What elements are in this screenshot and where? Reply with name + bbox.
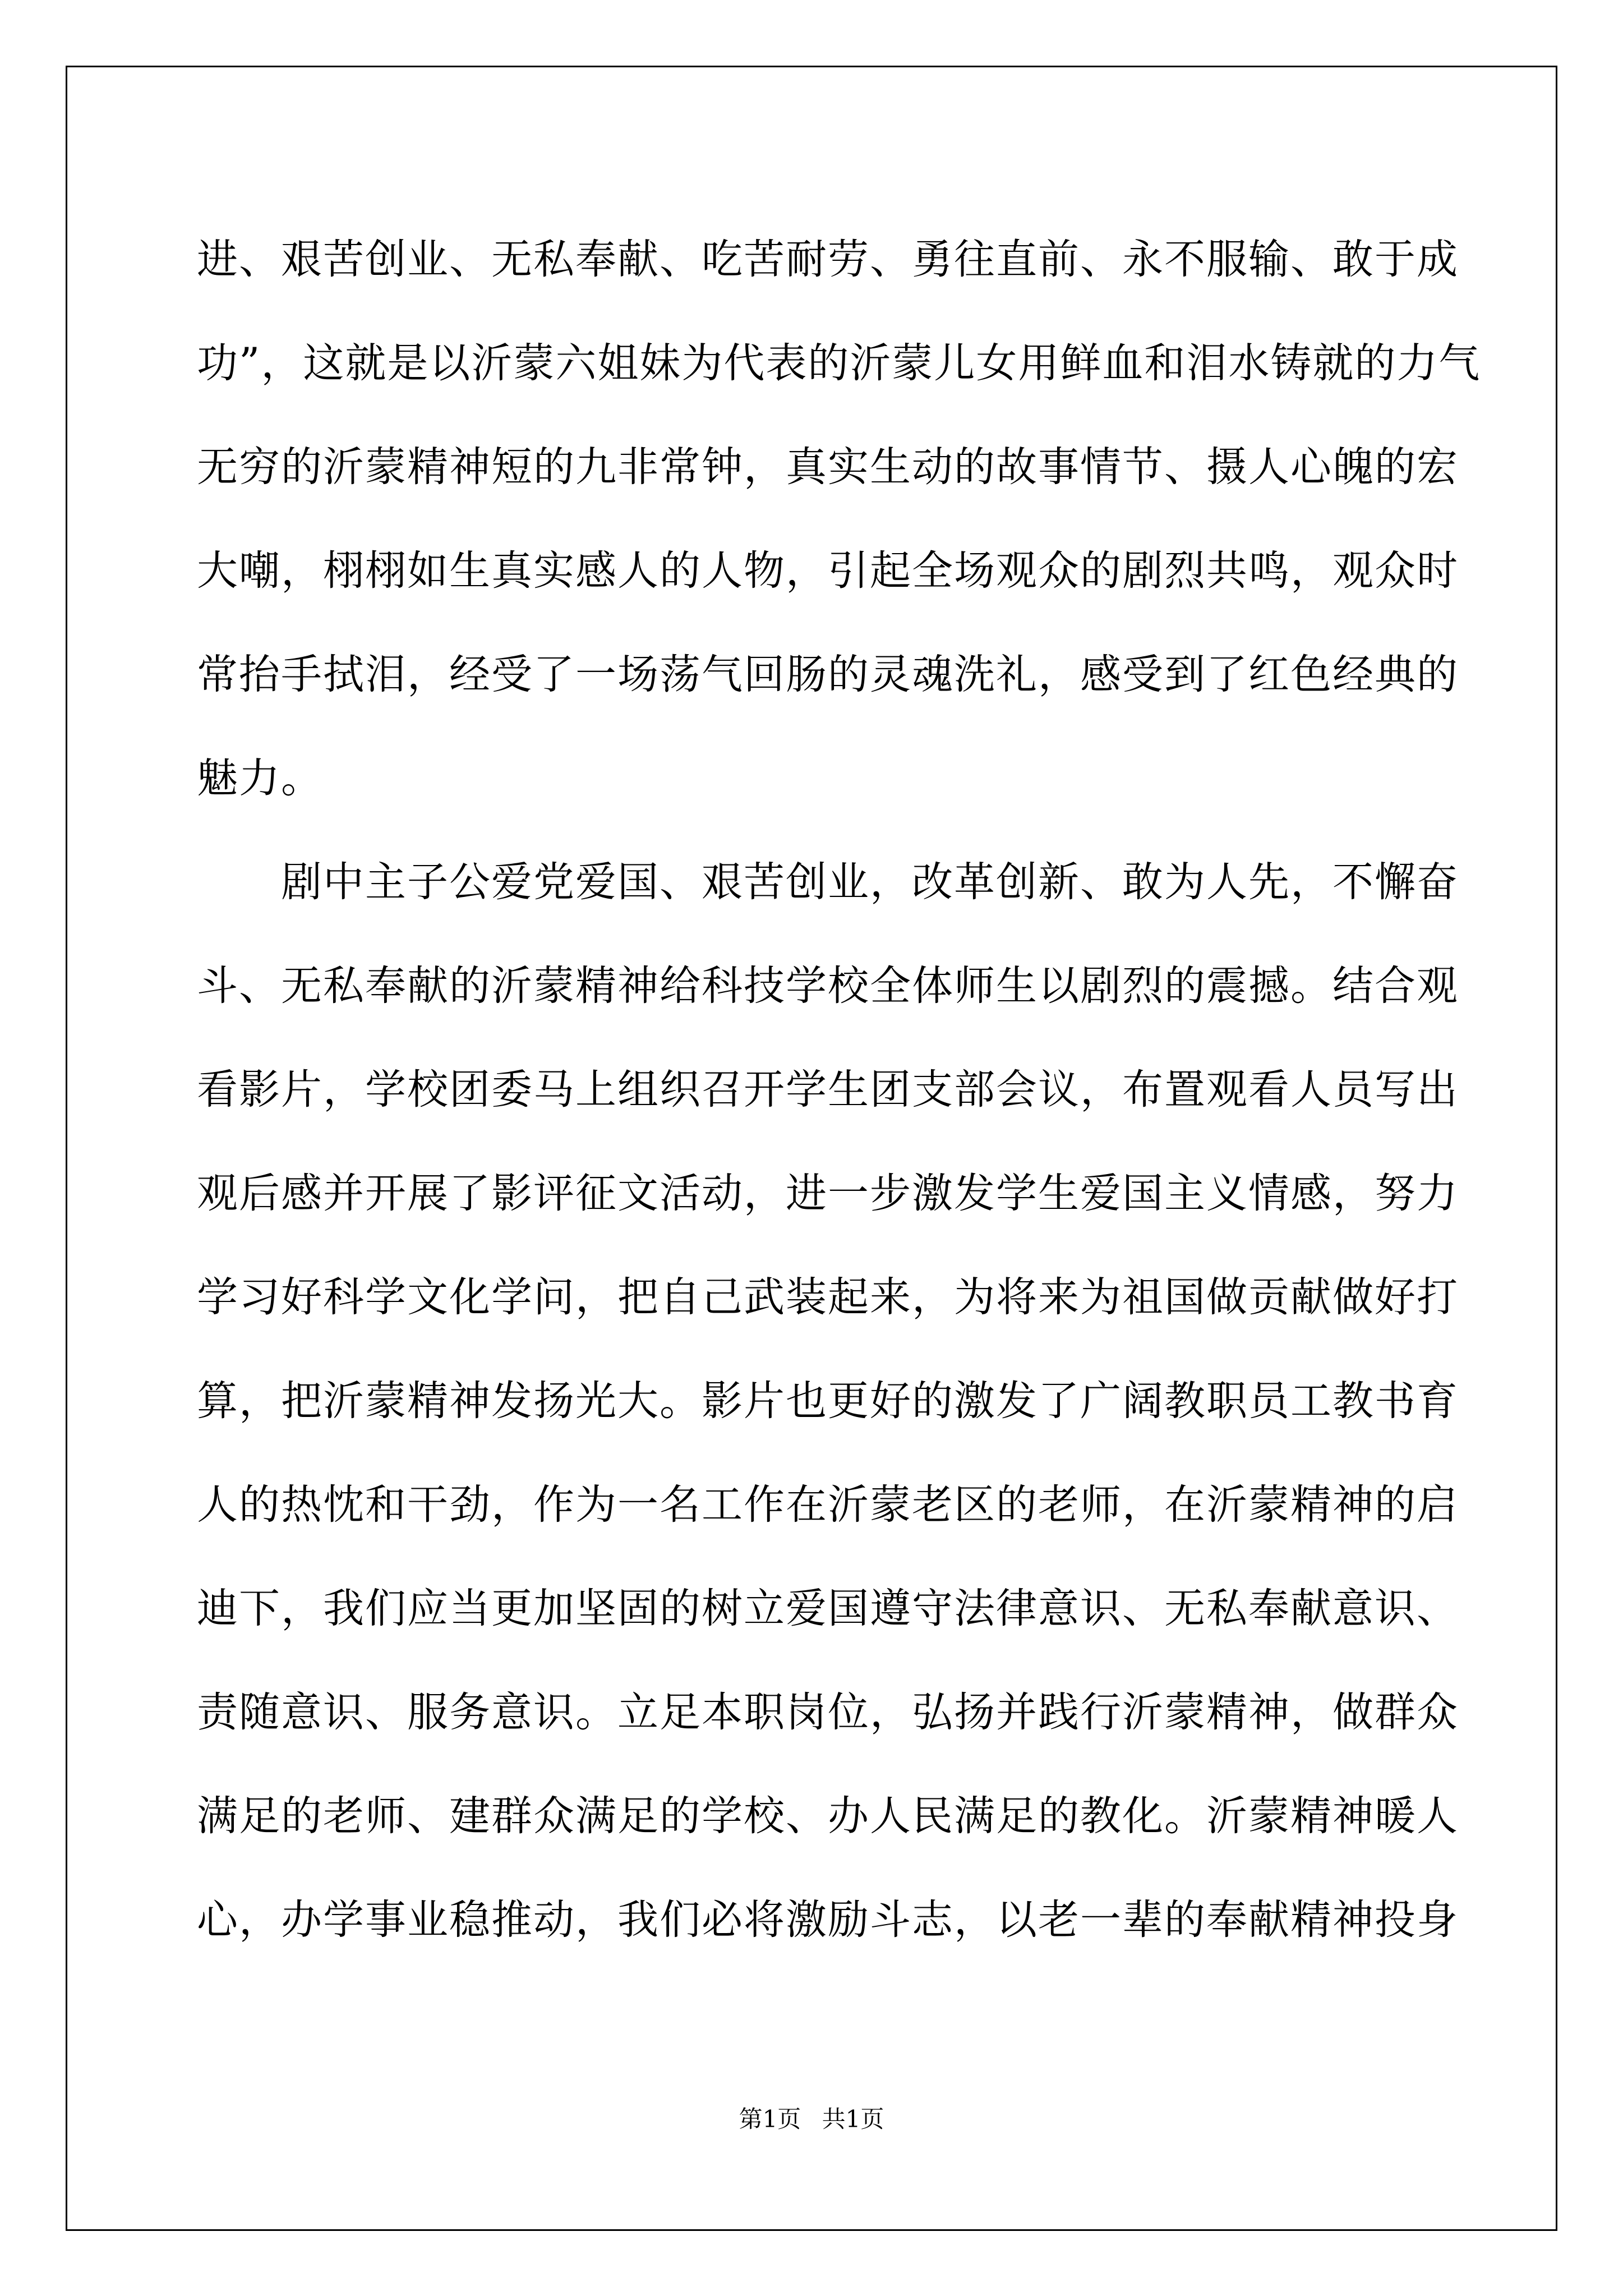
page-total: 共1页 bbox=[822, 2105, 884, 2133]
paragraph-line: 算，把沂蒙精神发扬光大。影片也更好的激发了广阔教职员工教书育 bbox=[197, 1377, 1459, 1425]
paragraph-line: 观后感并开展了影评征文活动，进一步激发学生爱国主义情感，努力 bbox=[197, 1170, 1459, 1217]
paragraph-line: 无穷的沂蒙精神短的九非常钟，真实生动的故事情节、摄人心魄的宏 bbox=[197, 443, 1459, 491]
paragraph-line: 看影片，学校团委马上组织召开学生团支部会议，布置观看人员写出 bbox=[197, 1066, 1459, 1114]
paragraph-line: 斗、无私奉献的沂蒙精神给科技学校全体师生以剧烈的震撼。结合观 bbox=[197, 962, 1459, 1010]
paragraph-line: 学习好科学文化学问，把自己武装起来，为将来为祖国做贡献做好打 bbox=[197, 1273, 1459, 1321]
paragraph-line: 满足的老师、建群众满足的学校、办人民满足的教化。沂蒙精神暖人 bbox=[197, 1792, 1459, 1840]
paragraph-line: 功”，这就是以沂蒙六姐妹为代表的沂蒙儿女用鲜血和泪水铸就的力气 bbox=[197, 339, 1481, 387]
paragraph-line: 人的热忱和干劲，作为一名工作在沂蒙老区的老师，在沂蒙精神的启 bbox=[197, 1481, 1459, 1529]
page-footer bbox=[0, 2101, 1623, 2134]
document-body bbox=[197, 208, 1481, 1972]
paragraph-line: 常抬手拭泪，经受了一场荡气回肠的灵魂洗礼，感受到了红色经典的 bbox=[197, 651, 1459, 698]
paragraph-line: 迪下，我们应当更加坚固的树立爱国遵守法律意识、无私奉献意识、 bbox=[197, 1585, 1459, 1632]
paragraph-line: 心，办学事业稳推动，我们必将激励斗志，以老一辈的奉献精神投身 bbox=[197, 1896, 1459, 1944]
paragraph-line: 责随意识、服务意识。立足本职岗位，弘扬并践行沂蒙精神，做群众 bbox=[197, 1688, 1459, 1736]
page-number: 第1页 bbox=[739, 2105, 801, 2133]
paragraph-line: 剧中主子公爱党爱国、艰苦创业，改革创新、敢为人先，不懈奋 bbox=[281, 858, 1459, 906]
paragraph-line: 大嘲，栩栩如生真实感人的人物，引起全场观众的剧烈共鸣，观众时 bbox=[197, 547, 1459, 595]
paragraph-line: 魅力。 bbox=[197, 754, 323, 802]
paragraph-line: 进、艰苦创业、无私奉献、吃苦耐劳、勇往直前、永不服输、敢于成 bbox=[197, 236, 1459, 283]
